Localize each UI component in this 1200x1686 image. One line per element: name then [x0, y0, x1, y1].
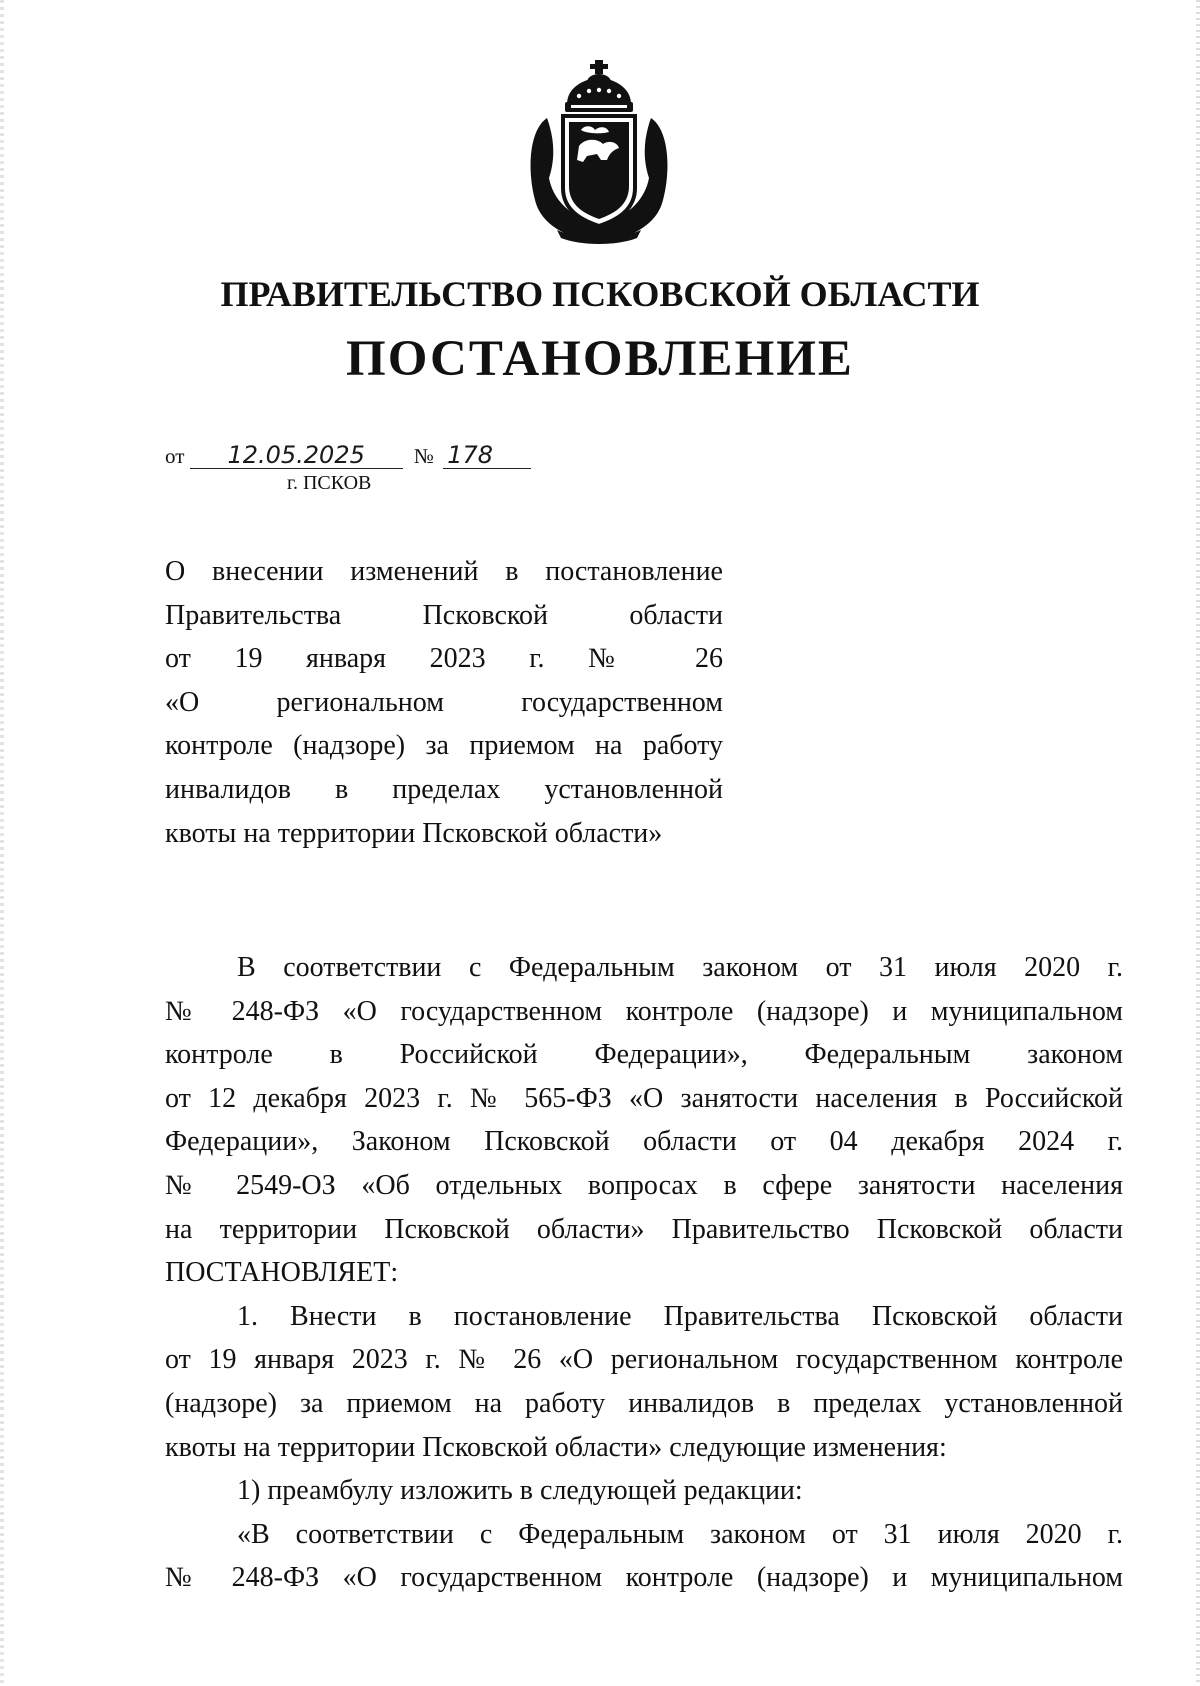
org-title: ПРАВИТЕЛЬСТВО ПСКОВСКОЙ ОБЛАСТИ [220, 274, 980, 314]
body-line: на территории Псковской области» Правительство Псковской области [165, 1213, 1123, 1245]
body-line: «В соответствии с Федеральным законом от 31 июля 2020 г. [237, 1518, 1123, 1550]
body-line: В соответствии с Федеральным законом от 31 июля 2020 г. [237, 952, 1123, 983]
handwritten-number: 178 [443, 442, 531, 469]
body-line: ПОСТАНОВЛЯЕТ: [165, 1257, 399, 1289]
handwritten-date: 12.05.2025 [190, 442, 403, 469]
city-label: г. ПСКОВ [287, 472, 372, 494]
body-line: 1. Внести в постановление Правительства Псковской области [237, 1300, 1123, 1332]
body-line: № 248-ФЗ «О государственном контроле (надзоре) и муниципальном [165, 1562, 1123, 1594]
body-line: Федерации», Законом Псковской области от 04 декабря 2024 г. [165, 1126, 1123, 1158]
number-prefix: № [413, 444, 434, 468]
subject-line: Правительства Псковской области [165, 599, 723, 631]
body-line: 1) преамбулу изложить в следующей редакции: [237, 1475, 803, 1507]
body-line: от 12 декабря 2023 г. № 565-ФЗ «О занятости населения в Российской [165, 1082, 1123, 1114]
coat-of-arms-icon [527, 60, 671, 248]
subject-line: инвалидов в пределах установленной [165, 773, 723, 805]
body-line: № 248-ФЗ «О государственном контроле (надзоре) и муниципальном [165, 995, 1123, 1027]
date-number-line [165, 442, 531, 470]
subject-line: от 19 января 2023 г. № 26 [165, 643, 723, 675]
body-line: (надзоре) за приемом на работу инвалидов в пределах установленной [165, 1387, 1123, 1419]
doc-type-title: ПОСТАНОВЛЕНИЕ [346, 331, 854, 387]
subject-line: О внесении изменений в постановление [165, 556, 723, 587]
body-line: № 2549-ОЗ «Об отдельных вопросах в сфере занятости населения [165, 1169, 1123, 1201]
document-body [165, 946, 1123, 1600]
document-subject [165, 550, 723, 855]
date-prefix: от [165, 444, 185, 468]
scan-edge-right [1196, 0, 1200, 1686]
body-line: от 19 января 2023 г. № 26 «О региональном государственном контроле [165, 1344, 1123, 1376]
subject-line: «О региональном государственном [165, 686, 723, 718]
body-line: контроле в Российской Федерации», Федеральным законом [165, 1039, 1123, 1071]
scan-edge-left [0, 0, 4, 1686]
body-line: квоты на территории Псковской области» следующие изменения: [165, 1431, 947, 1463]
subject-line: квоты на территории Псковской области» [165, 817, 663, 849]
subject-line: контроле (надзоре) за приемом на работу [165, 730, 723, 762]
